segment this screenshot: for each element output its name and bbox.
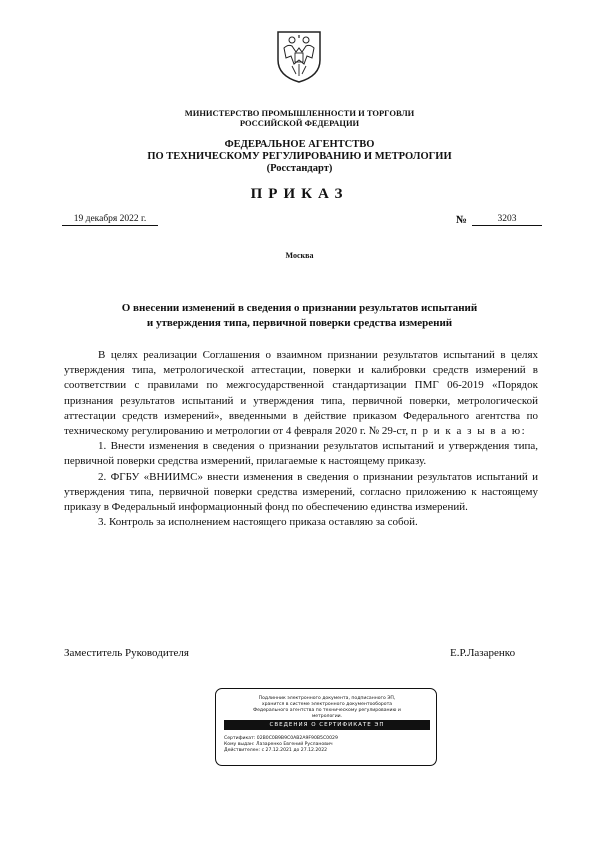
stamp-line2: хранится в системе электронного документооборота bbox=[261, 702, 393, 707]
number-sign: № bbox=[456, 214, 468, 226]
ministry-line1: МИНИСТЕРСТВО ПРОМЫШЛЕННОСТИ И ТОРГОВЛИ bbox=[184, 108, 415, 118]
agency-line3: (Росстандарт) bbox=[266, 163, 333, 174]
order-item-1: 1. Внести изменения в сведения о признании результатов испытаний и утверждения типа, первичной поверки средства измерений, прилагаемые к настоящему приказу. bbox=[64, 440, 538, 468]
stamp-line3: Федерального агентства по техническому регулированию и bbox=[253, 708, 401, 713]
order-item-3: 3. Контроль за исполнением настоящего приказа оставляю за собой. bbox=[98, 516, 418, 529]
signatory-position: Заместитель Руководителя bbox=[64, 647, 189, 659]
order-subject bbox=[0, 301, 599, 331]
agency-line2: ПО ТЕХНИЧЕСКОМУ РЕГУЛИРОВАНИЮ И МЕТРОЛОГИИ bbox=[147, 151, 452, 162]
stamp-line4: метрологии. bbox=[311, 714, 343, 719]
order-number: 3203 bbox=[472, 214, 542, 226]
stamp-owner: Кому выдан: Лазаренко Евгений Русланович bbox=[224, 742, 333, 747]
coat-of-arms-emblem bbox=[274, 26, 324, 84]
agency-name bbox=[0, 139, 599, 175]
ministry-line2: РОССИЙСКОЙ ФЕДЕРАЦИИ bbox=[239, 118, 360, 128]
order-date: 19 декабря 2022 г. bbox=[62, 214, 158, 226]
signatory-name: Е.Р.Лазаренко bbox=[450, 647, 516, 659]
stamp-validity: Действителен: с 27.12.2021 до 27.12.2022 bbox=[224, 748, 328, 753]
stamp-certificate: Сертификат: 02B0C0B9B9C0AB2A9F90B5C0029 bbox=[224, 736, 338, 741]
intro-text: В целях реализации Соглашения о взаимном признании результатов испытаний в целях утверждения типа, метрологической аттестации, поверки и калибровки средств измерений в соответствии с правилами по межгосударственной стандартизации ПМГ 06-2019 «Порядок признания результатов испытаний и утверждения типа, первичной поверки, метрологической аттестации средств измерений», введенными в действие приказом Федерального агентства по техническому регулированию и метрологии от 4 февраля 2020 г. № 29-ст, bbox=[64, 349, 538, 438]
order-word: п р и к а з ы в а ю: bbox=[410, 425, 527, 438]
city: Москва bbox=[285, 251, 314, 260]
stamp-notice bbox=[222, 696, 432, 720]
stamp-line1: Подлинник электронного документа, подписанного ЭП, bbox=[258, 696, 396, 701]
stamp-certificate-info bbox=[224, 736, 430, 754]
order-item-2: 2. ФГБУ «ВНИИМС» внести изменения в сведения о признании результатов испытаний и утверждения типа, первичной поверки средства измерений, согласно приложению к настоящему приказу в Федеральный информационный фонд по обеспечению единства измерений. bbox=[64, 470, 538, 514]
stamp-banner: СВЕДЕНИЯ О СЕРТИФИКАТЕ ЭП bbox=[224, 720, 430, 730]
subject-line2: и утверждения типа, первичной поверки средства измерений bbox=[146, 317, 453, 329]
intro-paragraph bbox=[64, 348, 538, 439]
subject-line1: О внесении изменений в сведения о признании результатов испытаний bbox=[121, 302, 478, 314]
ministry-name bbox=[0, 108, 599, 128]
document-type-title: ПРИКАЗ bbox=[250, 186, 349, 202]
electronic-signature-stamp bbox=[215, 688, 437, 766]
order-body bbox=[64, 348, 538, 530]
agency-line1: ФЕДЕРАЛЬНОЕ АГЕНТСТВО bbox=[224, 139, 375, 150]
